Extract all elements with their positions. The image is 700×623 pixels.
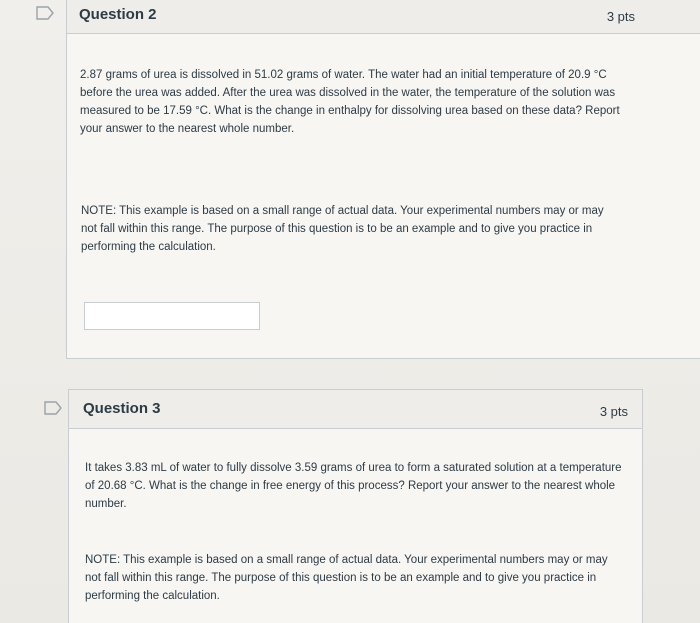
question-3-body <box>69 429 642 623</box>
question-3-title: Question 3 <box>83 400 161 417</box>
flag-question-icon[interactable] <box>36 6 54 20</box>
question-3-prompt: It takes 3.83 mL of water to fully dissolve 3.59 grams of urea to form a saturated solution at a temperature of 20.68 °C. What is the change in free energy of this process? Report your answer to the nearest whole number. <box>85 462 622 510</box>
question-2-card <box>66 0 700 359</box>
question-2-prompt: 2.87 grams of urea is dissolved in 51.02 grams of water. The water had an initial temperature of 20.9 °C before the urea was added. After the urea was dissolved in the water, the temperature of the solution was measured to be 17.59 °C. What is the change in enthalpy for dissolving urea based on these data? Report your answer to the nearest whole number. <box>80 69 620 135</box>
question-3-note: NOTE: This example is based on a small range of actual data. Your experimental numbers may or may not fall within this range. The purpose of this question is to be an example and to give you practice in performing the calculation. <box>85 554 608 602</box>
question-2-answer-input[interactable] <box>84 302 260 330</box>
question-3-card <box>68 389 643 623</box>
flag-question-icon[interactable] <box>44 401 62 415</box>
question-3-points: 3 pts <box>599 404 628 419</box>
question-3-header <box>69 390 642 429</box>
question-2-title: Question 2 <box>79 6 157 23</box>
question-2-header <box>67 0 700 34</box>
question-2-points: 3 pts <box>606 9 635 24</box>
question-2-body <box>67 34 700 358</box>
question-2-note: NOTE: This example is based on a small range of actual data. Your experimental numbers may or may not fall within this range. The purpose of this question is to be an example and to give you practice in performing the calculation. <box>81 205 604 253</box>
